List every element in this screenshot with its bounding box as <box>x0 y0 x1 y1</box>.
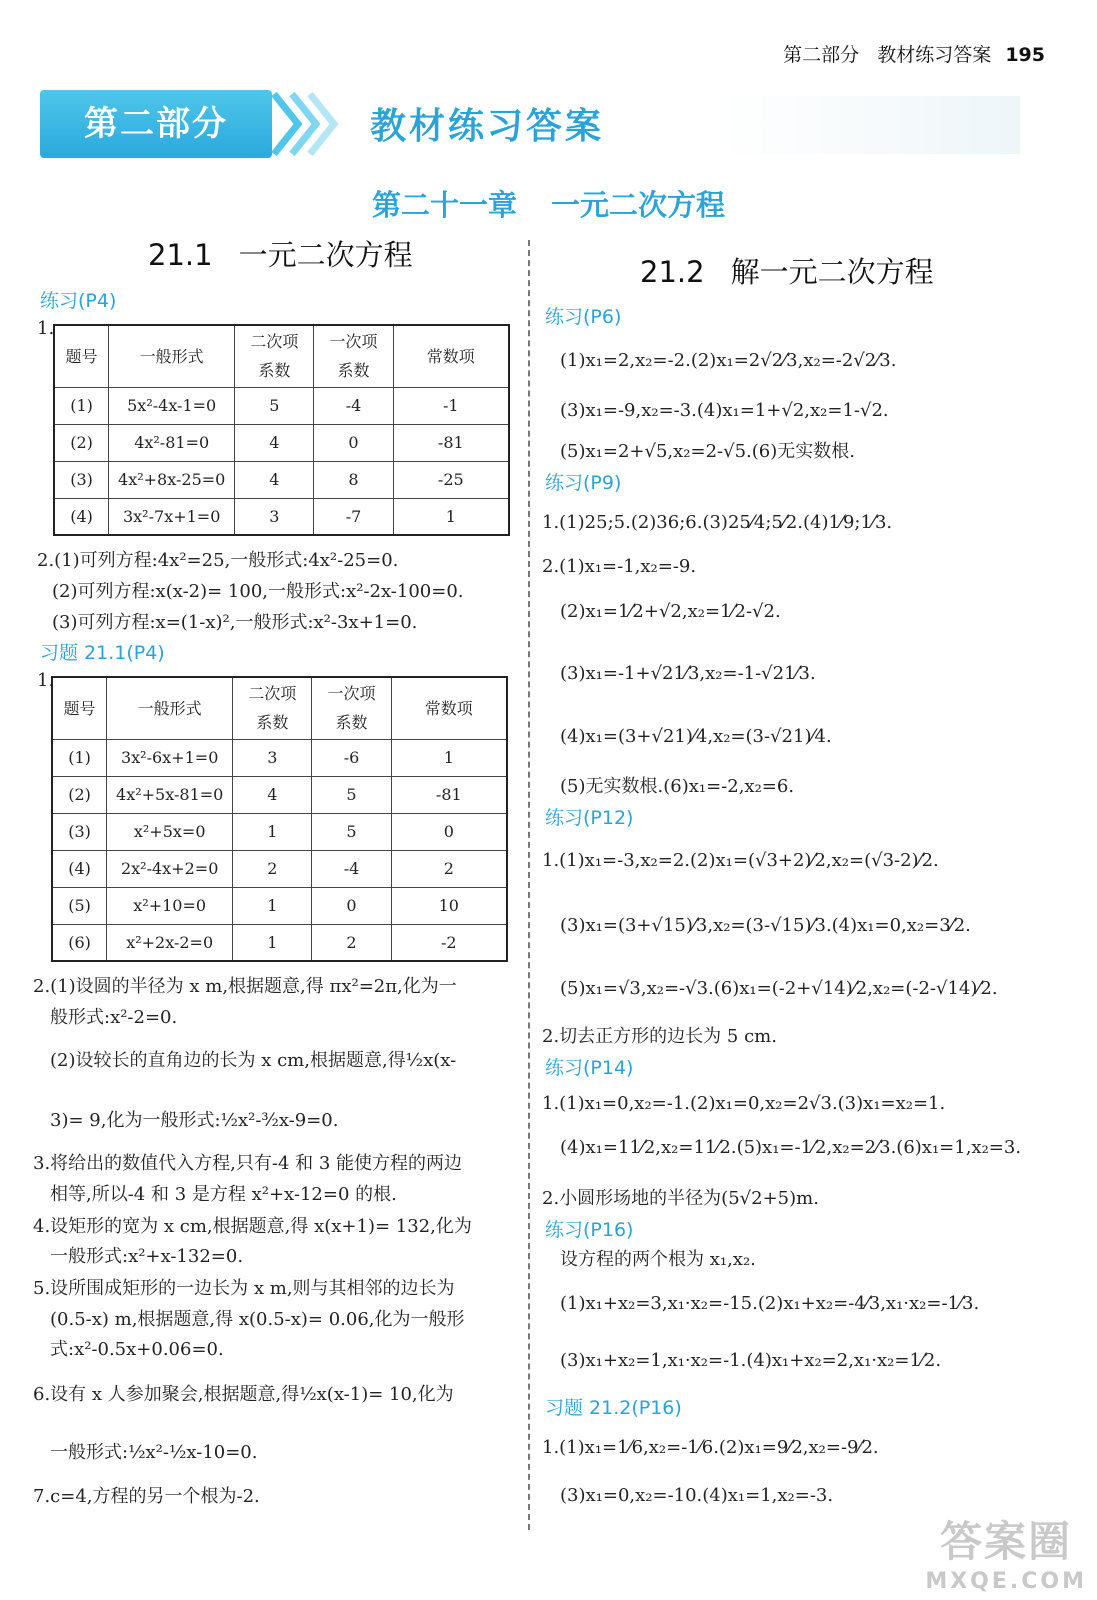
answer-line: 7.c=4,方程的另一个根为-2. <box>33 1486 260 1507</box>
part-banner <box>40 90 1025 162</box>
section-number: 21.1 <box>148 238 213 272</box>
table-cell: 8 <box>314 461 393 498</box>
section-number: 21.2 <box>640 255 705 289</box>
exercise-label: 习题 21.1(P4) <box>40 642 165 664</box>
answer-line: (3)可列方程:x=(1-x)²,一般形式:x²-3x+1=0. <box>52 612 418 633</box>
table-cell: 3x²-6x+1=0 <box>107 739 233 776</box>
table-header-row <box>52 677 507 739</box>
column-header: 一般形式 <box>107 677 233 739</box>
answer-line: 5.设所围成矩形的一边长为 x m,则与其相邻的边长为 <box>33 1278 455 1299</box>
answer-line: (4)x₁=11⁄2,x₂=11⁄2.(5)x₁=-1⁄2,x₂=2⁄3.(6)x₁=1,x₂=3. <box>560 1137 1022 1158</box>
table-cell: 2 <box>391 850 507 887</box>
column-header: 一次项 系数 <box>314 325 393 387</box>
table-cell: 0 <box>312 887 391 924</box>
exercise-label: 习题 21.2(P16) <box>545 1397 682 1419</box>
table-cell: 1 <box>233 887 312 924</box>
table-header-row <box>54 325 509 387</box>
table-cell: 5 <box>312 776 391 813</box>
answer-line: (4)x₁=(3+√21)⁄4,x₂=(3-√21)⁄4. <box>560 726 832 747</box>
answer-line: (3)x₁=0,x₂=-10.(4)x₁=1,x₂=-3. <box>560 1485 834 1506</box>
answer-line: 一般形式:x²+x-132=0. <box>50 1246 244 1267</box>
table-row <box>54 461 509 498</box>
section-name: 解一元二次方程 <box>730 255 934 289</box>
right-section-title <box>640 250 934 291</box>
table-cell: (2) <box>54 424 109 461</box>
table-cell: 1 <box>393 498 509 535</box>
answer-line: (1)x₁+x₂=3,x₁·x₂=-15.(2)x₁+x₂=-4⁄3,x₁·x₂=-1⁄3. <box>560 1293 980 1314</box>
exercise-label: 练习(P12) <box>545 807 634 829</box>
table-row <box>52 924 507 961</box>
answer-line: (2)设较长的直角边的长为 x cm,根据题意,得½x(x- <box>50 1050 457 1071</box>
answer-line: 1.(1)x₁=-3,x₂=2.(2)x₁=(√3+2)⁄2,x₂=(√3-2)⁄2. <box>542 850 939 871</box>
table-cell: 4x²+8x-25=0 <box>109 461 235 498</box>
table-cell: (3) <box>54 461 109 498</box>
answer-line: (1)x₁=2,x₂=-2.(2)x₁=2√2⁄3,x₂=-2√2⁄3. <box>560 350 897 371</box>
answer-line: (3)x₁=-9,x₂=-3.(4)x₁=1+√2,x₂=1-√2. <box>560 400 889 421</box>
table-cell: -4 <box>312 850 391 887</box>
question-number: 1. <box>37 318 55 339</box>
chapter-name: 一元二次方程 <box>551 188 726 222</box>
table-cell: 4 <box>233 776 312 813</box>
table-cell: x²+2x-2=0 <box>107 924 233 961</box>
column-header: 二次项 系数 <box>233 677 312 739</box>
table-row <box>52 887 507 924</box>
banner-fade <box>720 96 1020 154</box>
answer-line: 6.设有 x 人参加聚会,根据题意,得½x(x-1)= 10,化为 <box>33 1384 454 1405</box>
table-cell: 0 <box>391 813 507 850</box>
answer-line: (3)x₁=-1+√21⁄3,x₂=-1-√21⁄3. <box>560 663 816 684</box>
table-cell: x²+10=0 <box>107 887 233 924</box>
chevron-arrows-icon <box>268 90 348 158</box>
table-cell: 5 <box>312 813 391 850</box>
table-cell: -25 <box>393 461 509 498</box>
table-cell: -4 <box>314 387 393 424</box>
chapter-number: 第二十一章 <box>371 188 517 222</box>
column-header: 常数项 <box>393 325 509 387</box>
table-cell: 2 <box>233 850 312 887</box>
table-cell: 2 <box>312 924 391 961</box>
answer-table-1 <box>53 324 510 536</box>
table-cell: 1 <box>391 739 507 776</box>
table-row <box>52 776 507 813</box>
watermark-logo <box>925 1509 1087 1594</box>
answer-line: (2)x₁=1⁄2+√2,x₂=1⁄2-√2. <box>560 601 781 622</box>
answer-line: 1.(1)x₁=0,x₂=-1.(2)x₁=0,x₂=2√3.(3)x₁=x₂=1. <box>542 1093 946 1114</box>
answer-line: 2.(1)设圆的半径为 x m,根据题意,得 πx²=2π,化为一 <box>33 976 457 997</box>
part-tag: 第二部分 <box>40 90 272 158</box>
column-header: 一般形式 <box>109 325 235 387</box>
answer-line: 1.(1)25;5.(2)36;6.(3)25⁄4;5⁄2.(4)1⁄9;1⁄3. <box>542 512 893 533</box>
table-row <box>54 424 509 461</box>
column-divider <box>528 240 530 1530</box>
table-cell: -1 <box>393 387 509 424</box>
table-row <box>52 813 507 850</box>
table-cell: 3x²-7x+1=0 <box>109 498 235 535</box>
table-cell: (1) <box>54 387 109 424</box>
table-cell: (4) <box>52 850 107 887</box>
answer-line: (5)x₁=2+√5,x₂=2-√5.(6)无实数根. <box>560 441 855 462</box>
table-row <box>52 850 507 887</box>
answer-line: 3.将给出的数值代入方程,只有-4 和 3 能使方程的两边 <box>33 1153 463 1174</box>
answer-line: 2.(1)x₁=-1,x₂=-9. <box>542 556 697 577</box>
table-row <box>52 739 507 776</box>
answer-line: (2)可列方程:x(x-2)= 100,一般形式:x²-2x-100=0. <box>52 581 464 602</box>
table-cell: -7 <box>314 498 393 535</box>
answer-line: 2.切去正方形的边长为 5 cm. <box>542 1026 777 1047</box>
answer-line: 般形式:x²-2=0. <box>50 1007 178 1028</box>
table-cell: (5) <box>52 887 107 924</box>
table-cell: -2 <box>391 924 507 961</box>
column-header: 常数项 <box>391 677 507 739</box>
table-cell: (1) <box>52 739 107 776</box>
watermark-text: 答案圈 <box>940 1517 1073 1566</box>
table-cell: x²+5x=0 <box>107 813 233 850</box>
table-cell: (3) <box>52 813 107 850</box>
answer-line: 4.设矩形的宽为 x cm,根据题意,得 x(x+1)= 132,化为 <box>33 1216 472 1237</box>
header-section: 第二部分 <box>783 44 860 66</box>
table-cell: 0 <box>314 424 393 461</box>
column-header: 二次项 系数 <box>235 325 314 387</box>
column-header: 题号 <box>54 325 109 387</box>
left-section-title <box>148 233 413 274</box>
table-cell: 3 <box>233 739 312 776</box>
table-cell: -81 <box>391 776 507 813</box>
table-cell: (6) <box>52 924 107 961</box>
table-cell: -81 <box>393 424 509 461</box>
answer-line: 式:x²-0.5x+0.06=0. <box>50 1339 224 1360</box>
answer-line: 2.小圆形场地的半径为(5√2+5)m. <box>542 1188 819 1209</box>
table-cell: 5 <box>235 387 314 424</box>
table-cell: 10 <box>391 887 507 924</box>
answer-line: 1.(1)x₁=1⁄6,x₂=-1⁄6.(2)x₁=9⁄2,x₂=-9⁄2. <box>542 1437 879 1458</box>
exercise-label: 练习(P4) <box>40 290 117 312</box>
question-number: 1. <box>37 670 55 691</box>
exercise-label: 练习(P9) <box>545 472 622 494</box>
answer-line: 相等,所以-4 和 3 是方程 x²+x-12=0 的根. <box>50 1184 397 1205</box>
answer-line: (5)x₁=√3,x₂=-√3.(6)x₁=(-2+√14)⁄2,x₂=(-2-√14)⁄2. <box>560 978 998 999</box>
table-cell: 1 <box>233 924 312 961</box>
answer-line: 设方程的两个根为 x₁,x₂. <box>560 1249 756 1270</box>
table-row <box>54 498 509 535</box>
table-cell: (4) <box>54 498 109 535</box>
table-cell: -6 <box>312 739 391 776</box>
answer-table-2 <box>51 676 508 962</box>
table-cell: 3 <box>235 498 314 535</box>
table-cell: 5x²-4x-1=0 <box>109 387 235 424</box>
answer-line: (0.5-x) m,根据题意,得 x(0.5-x)= 0.06,化为一般形 <box>50 1309 465 1330</box>
answer-line: (5)无实数根.(6)x₁=-2,x₂=6. <box>560 776 795 797</box>
answer-line: (3)x₁=(3+√15)⁄3,x₂=(3-√15)⁄3.(4)x₁=0,x₂=3⁄2. <box>560 915 971 936</box>
banner-title: 教材练习答案 <box>370 106 605 147</box>
table-row <box>54 387 509 424</box>
table-cell: 4x²-81=0 <box>109 424 235 461</box>
answer-line: 2.(1)可列方程:4x²=25,一般形式:4x²-25=0. <box>37 550 399 571</box>
chapter-title <box>0 183 1097 224</box>
running-header <box>783 40 1045 67</box>
table-cell: 4 <box>235 424 314 461</box>
column-header: 题号 <box>52 677 107 739</box>
answer-line: 一般形式:½x²-½x-10=0. <box>50 1442 258 1463</box>
header-title: 教材练习答案 <box>877 44 992 66</box>
exercise-label: 练习(P6) <box>545 306 622 328</box>
table-cell: (2) <box>52 776 107 813</box>
page-number: 195 <box>1005 44 1045 66</box>
exercise-label: 练习(P14) <box>545 1057 634 1079</box>
answer-line: 3)= 9,化为一般形式:½x²-³⁄₂x-9=0. <box>50 1110 339 1131</box>
table-cell: 1 <box>233 813 312 850</box>
answer-line: (3)x₁+x₂=1,x₁·x₂=-1.(4)x₁+x₂=2,x₁·x₂=1⁄2. <box>560 1350 942 1371</box>
section-name: 一元二次方程 <box>238 238 413 272</box>
watermark-url: MXQE.COM <box>925 1569 1087 1594</box>
table-cell: 4 <box>235 461 314 498</box>
column-header: 一次项 系数 <box>312 677 391 739</box>
table-cell: 2x²-4x+2=0 <box>107 850 233 887</box>
table-cell: 4x²+5x-81=0 <box>107 776 233 813</box>
exercise-label: 练习(P16) <box>545 1219 634 1241</box>
